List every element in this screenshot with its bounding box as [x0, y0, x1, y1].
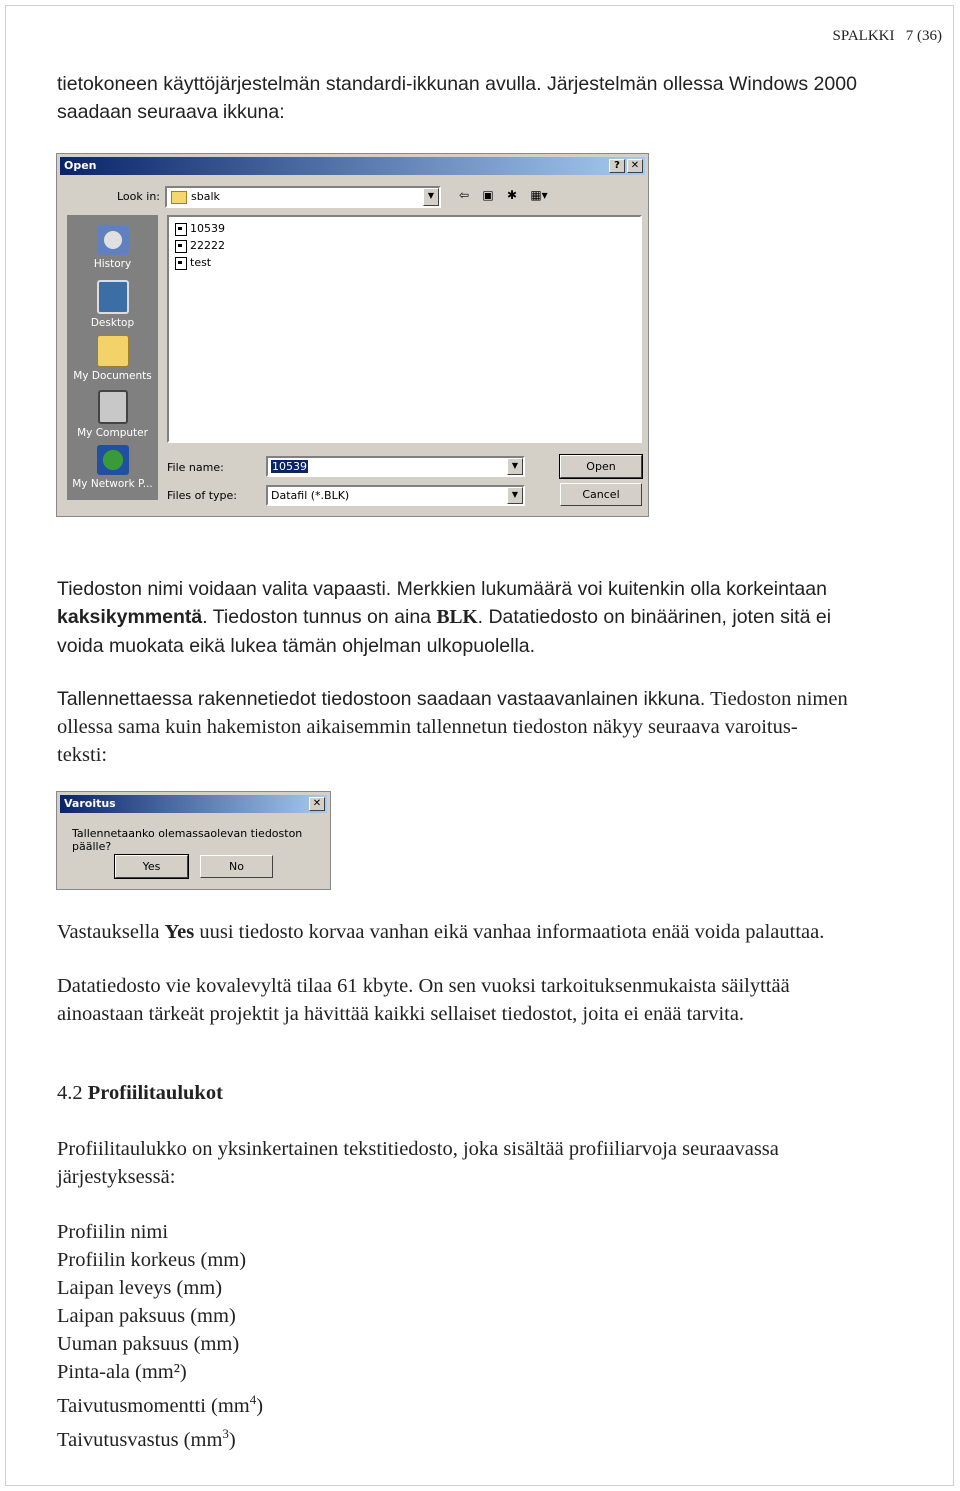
up-folder-icon[interactable]: ▣	[482, 188, 494, 202]
list-item-text: Profiilin korkeus (mm)	[57, 1249, 247, 1271]
para4-line-2: ainoastaan tärkeät projektit ja hävittää kaikki sellaiset tiedostot, joita ei enää tarvita.	[57, 1003, 745, 1025]
close-button[interactable]: ✕	[627, 159, 643, 173]
look-in-combo[interactable]	[165, 186, 441, 208]
paragraph-overwrite	[57, 918, 957, 946]
view-menu-icon[interactable]: ▦▾	[530, 188, 548, 202]
chevron-down-icon[interactable]: ▼	[507, 487, 523, 504]
list-item	[57, 1274, 937, 1302]
list-item	[57, 1218, 937, 1246]
my-computer-icon	[98, 390, 128, 424]
my-network-icon	[97, 445, 129, 475]
warning-dialog	[56, 791, 331, 890]
list-item-tail: )	[228, 1428, 236, 1451]
file-name: 22222	[190, 239, 225, 252]
warning-dialog-titlebar	[60, 795, 327, 813]
places-item-desktop[interactable]	[67, 280, 158, 329]
places-item-my-computer[interactable]	[67, 390, 158, 439]
profile-value-list	[57, 1218, 937, 1454]
chevron-down-icon[interactable]: ▼	[423, 188, 439, 206]
para1-bold-2: BLK	[436, 607, 478, 628]
open-dialog	[56, 153, 649, 517]
warning-dialog-title: Varoitus	[64, 797, 116, 810]
para2-text-2: Tiedoston nimen	[705, 688, 848, 710]
my-documents-icon	[97, 335, 129, 367]
list-item-text: Uuman paksuus (mm)	[57, 1333, 240, 1355]
list-item-text: Profiilin nimi	[57, 1221, 169, 1243]
list-item-text: Taivutusmomentti (mm	[57, 1394, 250, 1417]
file-icon	[175, 240, 187, 253]
list-item-tail: )	[256, 1394, 264, 1417]
para5-line-2: järjestyksessä:	[57, 1166, 176, 1188]
folder-icon	[171, 191, 187, 204]
intro-paragraph	[57, 70, 937, 126]
para2-text-1: Tallennettaessa rakennetiedot tiedostoon saadaan vastaavanlainen ikkuna.	[57, 688, 706, 710]
places-label-my-computer: My Computer	[77, 427, 148, 439]
list-item	[57, 1246, 937, 1274]
para3-text-1: Vastauksella	[57, 921, 165, 943]
files-of-type-value: Datafil (*.BLK)	[271, 489, 350, 502]
file-name-label: File name:	[167, 461, 224, 474]
list-item-sup: 4	[249, 1392, 257, 1407]
no-button[interactable]: No	[200, 855, 273, 878]
places-bar	[67, 215, 158, 500]
list-item	[57, 1386, 937, 1420]
para5-line-1: Profiilitaulukko on yksinkertainen tekstitiedosto, joka sisältää profiiliarvoja seuraavassa	[57, 1138, 779, 1160]
list-item-text: Taivutusvastus (mm	[57, 1428, 223, 1451]
list-item[interactable]	[175, 255, 211, 271]
list-item[interactable]	[175, 221, 225, 237]
para1-text-3: . Datatiedosto on binäärinen, joten sitä ei	[477, 606, 832, 628]
list-item-text: Laipan paksuus (mm)	[57, 1305, 236, 1327]
header-label: SPALKKI	[832, 28, 895, 44]
help-button[interactable]: ?	[609, 159, 625, 173]
open-dialog-title: Open	[64, 159, 97, 172]
list-item-text: Pinta-ala (mm²)	[57, 1361, 187, 1383]
list-item-text: Laipan leveys (mm)	[57, 1277, 223, 1299]
file-name-input[interactable]	[266, 456, 525, 477]
file-icon	[175, 257, 187, 270]
para3-text-2: uusi tiedosto korvaa vanhan eikä vanhaa informaatiota enää voida palauttaa.	[194, 921, 825, 943]
section-title: Profiilitaulukot	[87, 1082, 223, 1104]
places-label-desktop: Desktop	[90, 317, 135, 329]
open-button[interactable]: Open	[560, 455, 642, 478]
files-of-type-label: Files of type:	[167, 489, 238, 502]
section-heading	[57, 1079, 937, 1107]
close-button[interactable]: ✕	[309, 797, 325, 811]
look-in-label: Look in:	[117, 190, 160, 203]
para2-line-3: teksti:	[57, 744, 108, 766]
places-label-my-documents: My Documents	[73, 370, 152, 382]
para1-bold-1: kaksikymmentä	[57, 606, 203, 628]
files-of-type-combo[interactable]	[266, 485, 525, 506]
paragraph-save-warning	[57, 685, 937, 769]
para2-line-2: ollessa sama kuin hakemiston aikaisemmin tallennetun tiedoston näkyy seuraava varoitus-	[57, 716, 798, 738]
places-item-my-network[interactable]	[67, 445, 158, 490]
back-icon[interactable]: ⇦	[458, 188, 470, 202]
paragraph-profile-table	[57, 1135, 937, 1191]
paragraph-file-size	[57, 972, 937, 1028]
file-icon	[175, 223, 187, 236]
paragraph-filename-rules	[57, 575, 937, 660]
cancel-button[interactable]: Cancel	[560, 483, 642, 506]
para1-text-1: Tiedoston nimi voidaan valita vapaasti. Merkkien lukumäärä voi kuitenkin olla korkeintaan	[57, 578, 827, 600]
places-label-history: History	[93, 258, 132, 270]
intro-line-1: tietokoneen käyttöjärjestelmän standardi-ikkunan avulla. Järjestelmän ollessa Windows 2000	[57, 73, 857, 95]
yes-button[interactable]: Yes	[115, 855, 188, 878]
places-item-history[interactable]	[67, 225, 158, 270]
para3-bold-1: Yes	[164, 921, 195, 943]
file-name-value: 10539	[272, 460, 307, 473]
section-number: 4.2	[57, 1082, 83, 1104]
page-header	[833, 28, 942, 45]
para1-text-4: voida muokata eikä lukea tämän ohjelman ulkopuolella.	[57, 635, 536, 657]
file-name: test	[190, 256, 212, 269]
para1-text-2: . Tiedoston tunnus on aina	[202, 606, 437, 628]
list-item	[57, 1302, 937, 1330]
list-item	[57, 1420, 937, 1454]
places-item-my-documents[interactable]	[67, 335, 158, 382]
open-dialog-titlebar	[60, 157, 645, 175]
intro-line-2: saadaan seuraava ikkuna:	[57, 101, 285, 123]
file-name: 10539	[190, 222, 225, 235]
para4-line-1: Datatiedosto vie kovalevyltä tilaa 61 kbyte. On sen vuoksi tarkoituksenmukaista säilyttää	[57, 975, 790, 997]
history-icon	[97, 225, 129, 255]
new-folder-icon[interactable]: ✱	[506, 188, 518, 202]
chevron-down-icon[interactable]: ▼	[507, 458, 523, 475]
look-in-value: sbalk	[191, 190, 220, 203]
warning-message: Tallennetaanko olemassaolevan tiedoston päälle?	[72, 827, 303, 853]
list-item[interactable]	[175, 238, 225, 254]
list-item	[57, 1358, 937, 1386]
page-number: 7 (36)	[905, 28, 942, 44]
file-list[interactable]	[167, 215, 642, 443]
list-item-sup: 3	[222, 1425, 229, 1441]
desktop-icon	[97, 280, 129, 314]
list-item	[57, 1330, 937, 1358]
places-label-my-network: My Network P...	[72, 478, 153, 490]
